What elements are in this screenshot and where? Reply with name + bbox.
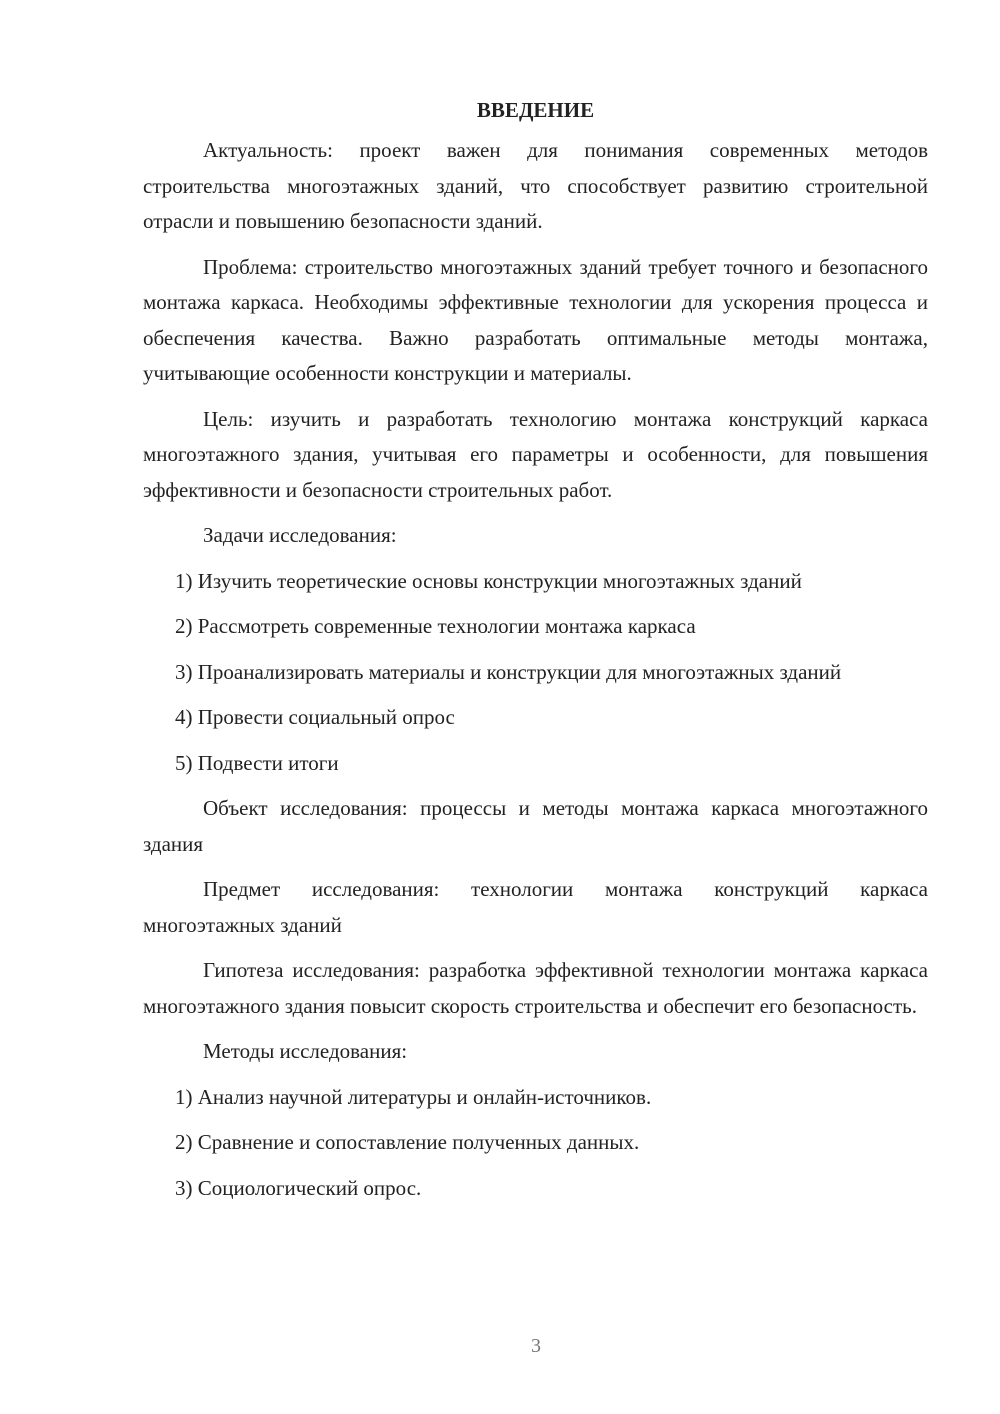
hypothesis-paragraph: Гипотеза исследования: разработка эффективной технологии монтажа каркаса многоэтажного здания повысит скорость строительства и обеспечит его безопасность.	[143, 958, 928, 1018]
task-item: 5) Подвести итоги	[175, 750, 339, 775]
relevance-paragraph: Актуальность: проект важен для понимания современных методов строительства многоэтажных зданий, что способствует развитию строительной отрасли и повышению безопасности зданий.	[143, 138, 928, 233]
method-item: 1) Анализ научной литературы и онлайн-источников.	[175, 1084, 652, 1109]
task-item: 3) Проанализировать материалы и конструкции для многоэтажных зданий	[175, 659, 842, 684]
section-heading: ВВЕДЕНИЕ	[476, 98, 595, 122]
task-item: 2) Рассмотреть современные технологии монтажа каркаса	[175, 614, 696, 638]
object-paragraph: Объект исследования: процессы и методы монтажа каркаса многоэтажного здания	[143, 796, 928, 856]
problem-paragraph: Проблема: строительство многоэтажных зданий требует точного и безопасного монтажа каркаса. Необходимы эффективные технологии для ускорения процесса и обеспечения качества. Важно разработать оптимальные методы монтажа, учитывающие особенности конструкции и материалы.	[143, 254, 928, 385]
page-number: 3	[531, 1335, 541, 1357]
method-item: 3) Социологический опрос.	[175, 1175, 422, 1200]
page-content	[143, 93, 928, 1206]
subject-paragraph: Предмет исследования: технологии монтажа конструкций каркаса многоэтажных зданий	[143, 877, 928, 937]
methods-title: Методы исследования:	[203, 1039, 408, 1063]
goal-paragraph: Цель: изучить и разработать технологию монтажа конструкций каркаса многоэтажного здания, учитывая его параметры и особенности, для повышения эффективности и безопасности строительных работ.	[143, 406, 928, 502]
tasks-title: Задачи исследования:	[203, 523, 397, 547]
task-item: 4) Провести социальный опрос	[175, 705, 455, 729]
task-item: 1) Изучить теоретические основы конструкции многоэтажных зданий	[175, 568, 802, 593]
method-item: 2) Сравнение и сопоставление полученных данных.	[175, 1130, 640, 1154]
